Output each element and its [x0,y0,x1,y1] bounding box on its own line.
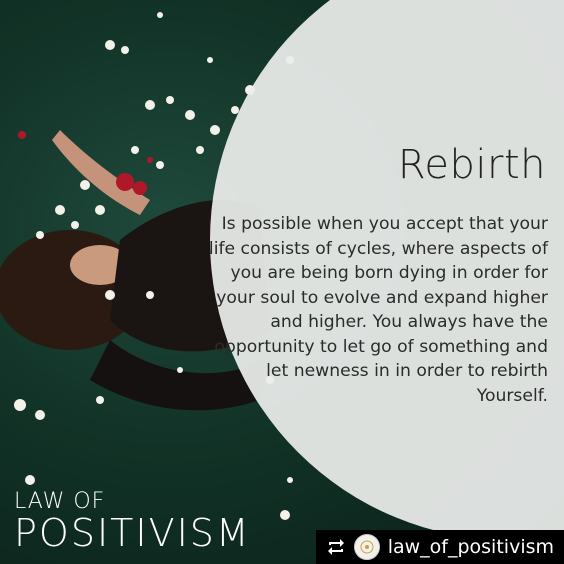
post-title: Rebirth [397,142,546,188]
brand-line-1: LAW OF [14,489,106,514]
repost-icon [326,538,346,556]
repost-username[interactable]: law_of_positivism [387,536,554,558]
avatar[interactable] [354,534,380,560]
arm-shape [52,130,150,215]
post-body: Is possible when you accept that your life consists of cycles, where aspects of you are being born dying in order for your soul to evolve and expand higher and higher. You always have the opportunity to let go of something and let newness in in order to rebirth Yourself. [208,214,548,406]
brand-line-2: POSITIVISM [14,511,251,555]
repost-badge[interactable] [316,530,564,564]
brand-logo [14,489,251,555]
logo-mark-icon [358,538,376,556]
